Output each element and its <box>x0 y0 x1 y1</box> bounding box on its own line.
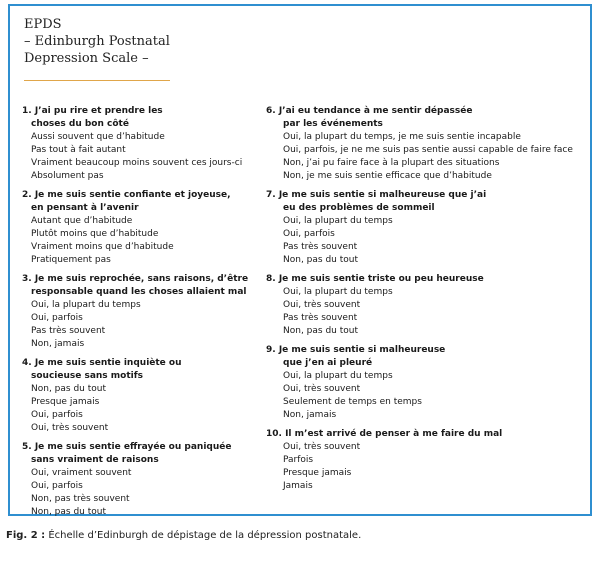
answer-option: Jamais <box>283 481 313 491</box>
answer-option: Aussi souvent que d’habitude <box>31 132 165 142</box>
question-title <box>266 105 586 131</box>
answer-option: Parfois <box>283 455 314 465</box>
question-title-line: 4. Je me suis sentie inquiète ou <box>22 358 182 368</box>
answer-option: Pas très souvent <box>283 242 358 252</box>
answer-option: Seulement de temps en temps <box>283 397 422 407</box>
answer-option: Oui, parfois <box>31 481 83 491</box>
question-block <box>22 357 266 435</box>
question-title <box>266 344 586 370</box>
question-block <box>22 189 266 267</box>
answer-option: Non, jamais <box>283 410 337 420</box>
title-line-1: EPDS <box>24 17 62 32</box>
answer-option: Autant que d’habitude <box>31 216 133 226</box>
answer-option: Absolument pas <box>31 171 104 181</box>
answer-option: Oui, très souvent <box>283 442 361 452</box>
question-title-line: choses du bon côté <box>31 119 129 129</box>
answer-option: Oui, très souvent <box>283 300 361 310</box>
document-title <box>24 16 170 67</box>
answer-option: Pratiquement pas <box>31 255 111 265</box>
answer-option: Vraiment beaucoup moins souvent ces jours-ci <box>31 158 243 168</box>
question-block <box>266 344 586 422</box>
question-title-line: 2. Je me suis sentie confiante et joyeuse, <box>22 190 231 200</box>
answer-option: Pas très souvent <box>31 326 106 336</box>
question-title-line: 1. J’ai pu rire et prendre les <box>22 106 163 116</box>
question-block <box>22 441 266 519</box>
question-title-line: en pensant à l’avenir <box>31 203 139 213</box>
answer-option: Oui, très souvent <box>31 423 109 433</box>
question-title <box>22 357 266 383</box>
answer-option: Non, pas du tout <box>283 255 358 265</box>
answer-option: Non, pas très souvent <box>31 494 130 504</box>
figure-caption <box>6 530 361 541</box>
questions-column-right <box>266 105 586 499</box>
answer-option: Plutôt moins que d’habitude <box>31 229 159 239</box>
question-title-line: responsable quand les choses allaient mal <box>31 287 247 297</box>
answer-option: Pas très souvent <box>283 313 358 323</box>
question-block <box>266 189 586 267</box>
answer-option: Oui, la plupart du temps <box>283 371 393 381</box>
answer-option: Presque jamais <box>31 397 100 407</box>
question-title <box>22 273 266 299</box>
question-title <box>266 189 586 215</box>
question-block <box>266 105 586 183</box>
answer-option: Non, j’ai pu faire face à la plupart des situations <box>283 158 500 168</box>
questions-column-left <box>22 105 266 525</box>
title-line-2: – Edinburgh Postnatal <box>24 34 170 49</box>
title-divider <box>24 80 170 81</box>
question-title-line: par les événements <box>283 119 383 129</box>
epds-frame <box>8 4 592 516</box>
question-title-line: 5. Je me suis sentie effrayée ou paniquée <box>22 442 232 452</box>
answer-option: Oui, parfois <box>31 410 83 420</box>
question-title-line: 7. Je me suis sentie si malheureuse que j’ai <box>266 190 487 200</box>
caption-text: Échelle d’Edinburgh de dépistage de la dépression postnatale. <box>45 530 362 541</box>
question-title-line: eu des problèmes de sommeil <box>283 203 435 213</box>
answer-option: Oui, la plupart du temps <box>283 216 393 226</box>
answer-option: Non, pas du tout <box>283 326 358 336</box>
answer-option: Oui, parfois <box>283 229 335 239</box>
answer-option: Non, jamais <box>31 339 85 349</box>
question-title-line: que j’en ai pleuré <box>283 358 373 368</box>
answer-option: Non, je me suis sentie efficace que d’habitude <box>283 171 492 181</box>
answer-option: Non, pas du tout <box>31 507 106 517</box>
answer-option: Oui, parfois, je ne me suis pas sentie aussi capable de faire face <box>283 145 573 155</box>
answer-option: Oui, vraiment souvent <box>31 468 132 478</box>
answer-option: Oui, très souvent <box>283 384 361 394</box>
question-block <box>266 428 586 493</box>
question-block <box>266 273 586 338</box>
question-title <box>22 105 266 131</box>
question-title-line: sans vraiment de raisons <box>31 455 159 465</box>
answer-option: Vraiment moins que d’habitude <box>31 242 174 252</box>
question-title-line: 3. Je me suis reprochée, sans raisons, d’être <box>22 274 249 284</box>
question-title-line: 8. Je me suis sentie triste ou peu heureuse <box>266 274 484 284</box>
question-title-line: 6. J’ai eu tendance à me sentir dépassée <box>266 106 473 116</box>
answer-option: Oui, la plupart du temps <box>31 300 141 310</box>
question-title-line: soucieuse sans motifs <box>31 371 144 381</box>
question-title-line: 9. Je me suis sentie si malheureuse <box>266 345 446 355</box>
question-title <box>22 189 266 215</box>
answer-option: Pas tout à fait autant <box>31 145 126 155</box>
question-title <box>22 441 266 467</box>
question-block <box>22 105 266 183</box>
question-title <box>266 273 586 286</box>
answer-option: Oui, la plupart du temps, je me suis sentie incapable <box>283 132 521 142</box>
answer-option: Presque jamais <box>283 468 352 478</box>
question-title-line: 10. Il m’est arrivé de penser à me faire du mal <box>266 429 503 439</box>
answer-option: Non, pas du tout <box>31 384 106 394</box>
question-title <box>266 428 586 441</box>
question-block <box>22 273 266 351</box>
caption-label: Fig. 2 : <box>6 530 46 541</box>
title-line-3: Depression Scale – <box>24 51 149 66</box>
answer-option: Oui, parfois <box>31 313 83 323</box>
answer-option: Oui, la plupart du temps <box>283 287 393 297</box>
